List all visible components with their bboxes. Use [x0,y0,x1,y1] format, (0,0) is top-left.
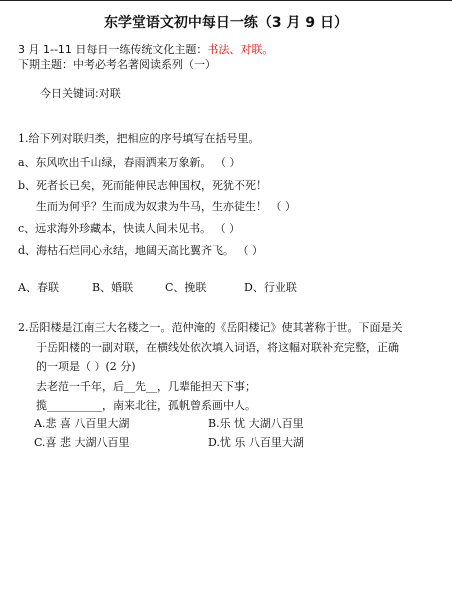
q1-item-d: d、海枯石烂同心永结，地阔天高比翼齐飞。 （ ） [18,244,264,257]
q1-option-c: C、挽联 [165,281,207,294]
q2-line-2: 于岳阳楼的一副对联，在横线处依次填入词语，将这幅对联补充完整，正确 [36,341,399,354]
q1-option-d: D、行业联 [244,281,297,294]
theme-prefix: 3 月 1--11 日每日一练传统文化主题： [18,43,208,56]
q1-item-a: a、东风吹出千山绿，春雨洒来万象新。 （ ） [18,156,241,169]
q1-option-a: A、春联 [18,281,59,294]
q1-option-b: B、婚联 [92,281,134,294]
page-title: 东学堂语文初中每日一练（3 月 9 日） [103,15,349,31]
q1-prompt: 1.给下列对联归类，把相应的序号填写在括号里。 [18,132,260,145]
q1-item-b-cont: 生而为何乎？生而成为奴隶为牛马，生亦徒生！ （ ） [36,200,296,213]
q2-choice-c: C.喜 悲 大湖八百里 [34,436,130,449]
q2-choice-a: A.悲 喜 八百里大湖 [34,417,130,430]
keyword: 今日关键词:对联 [40,87,121,100]
theme-value: 书法、对联。 [207,43,274,56]
q2-choice-d: D.忧 乐 八百里大湖 [208,436,304,449]
q2-choice-b: B.乐 忧 大湖八百里 [208,417,304,430]
theme-line [18,43,273,57]
next-topic: 下期主题：中考必考名著阅读系列（一） [18,58,216,71]
q2-line-5: 揽__________，南来北往，孤帆曾系画中人。 [36,399,256,412]
q2-line-1: 2.岳阳楼是江南三大名楼之一。范仲淹的《岳阳楼记》使其著称于世。下面是关 [18,321,403,334]
q2-line-4: 去老范一千年，后__先__，几辈能担天下事； [36,380,256,393]
q2-line-3: 的一项是（ ）(2 分) [36,360,136,373]
q1-item-b: b、死者长已矣，死而能伸民志伸国权，死犹不死！ [18,179,268,192]
q1-item-c: c、远求海外珍藏本，快读人间未见书。 （ ） [18,222,241,235]
top-rule [0,0,452,1]
